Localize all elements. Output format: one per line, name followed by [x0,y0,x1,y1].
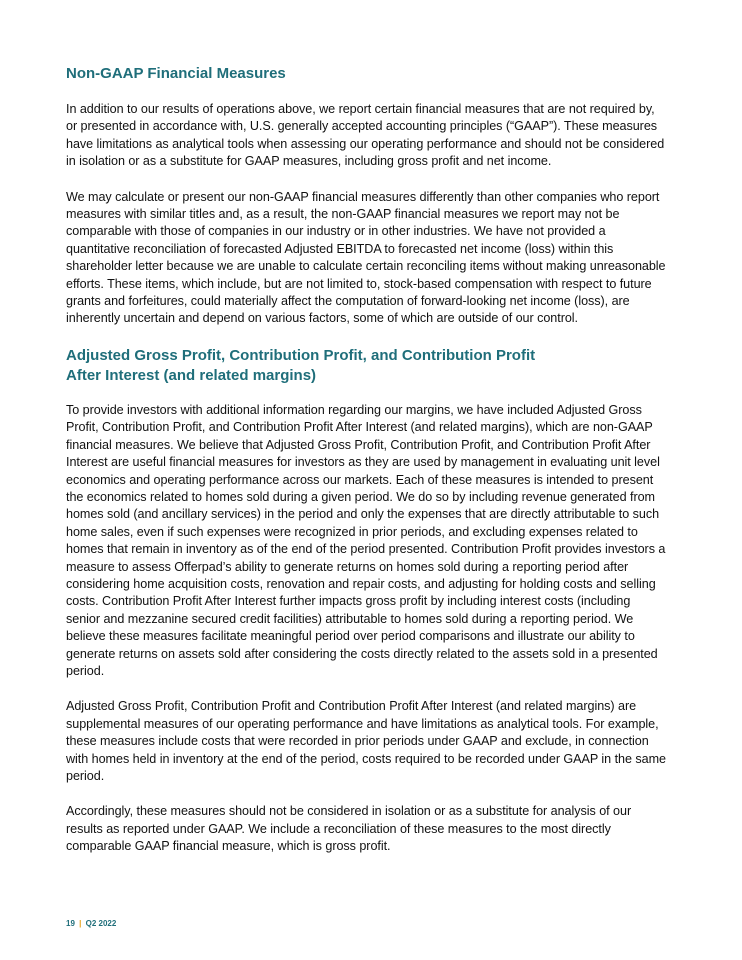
heading-line: Adjusted Gross Profit, Contribution Profit, and Contribution Profit [66,346,536,364]
footer-separator: | [79,919,82,928]
report-period: Q2 2022 [85,919,117,928]
paragraph: Adjusted Gross Profit, Contribution Profit and Contribution Profit After Interest (and related margins) are supplemental measures of our operating performance and have limitations as analytical tools. For example, these measures include costs that were recorded in prior periods under GAAP and exclude, in connection with homes held in inventory at the end of the period, costs required to be recorded under GAAP in the same period. [66,699,666,783]
page-number: 19 [66,919,75,928]
paragraph: Accordingly, these measures should not be considered in isolation or as a substitute for analysis of our results as reported under GAAP. We include a reconciliation of these measures to the most directly comparable GAAP financial measure, which is gross profit. [66,804,632,854]
section-heading-adjusted-gross-profit [66,346,666,386]
page-footer [66,919,116,928]
paragraph: In addition to our results of operations above, we report certain financial measures that are not required by, or presented in accordance with, U.S. generally accepted accounting principles (“GAAP”). These measures have limitations as analytical tools when assessing our operating performance and should not be considered in isolation or as a substitute for GAAP measures, including gross profit and net income. [66,102,665,169]
document-body [66,64,666,856]
paragraph: To provide investors with additional information regarding our margins, we have included Adjusted Gross Profit, Contribution Profit, and Contribution Profit After Interest (and related margins), which are non-GAAP financial measures. We believe that Adjusted Gross Profit, Contribution Profit, and Contribution Profit After Interest are useful financial measures for investors as they are used by management in evaluating unit level economics and operating performance across our markets. Each of these measures is intended to present the economics related to homes sold during a given period. We do so by including revenue generated from homes sold (and ancillary services) in the period and only the expenses that are directly attributable to such home sales, even if such expenses were recognized in prior periods, and excluding expenses related to homes that remain in inventory as of the end of the period presented. Contribution Profit provides investors a measure to assess Offerpad’s ability to generate returns on homes sold during a reporting period after considering home acquisition costs, renovation and repair costs, and adjusting for holding costs and selling costs. Contribution Profit After Interest further impacts gross profit by including interest costs (including senior and mezzanine secured credit facilities) attributable to homes sold during a reporting period. We believe these measures facilitate meaningful period over period comparisons and illustrate our ability to generate returns on assets sold after considering the costs directly related to the assets sold in a presented period. [66,402,666,678]
paragraph: We may calculate or present our non-GAAP financial measures differently than other companies who report measures with similar titles and, as a result, the non-GAAP financial measures we report may not be comparable with those of companies in our industry or in other industries. We have not provided a quantitative reconciliation of forecasted Adjusted EBITDA to forecasted net income (loss) within this shareholder letter because we are unable to calculate certain reconciling items without making unreasonable efforts. These items, which include, but are not limited to, stock-based compensation with respect to future grants and forfeitures, could materially affect the computation of forward-looking net income (loss), are inherently uncertain and depend on various factors, some of which are outside of our control. [66,189,666,326]
heading-line: After Interest (and related margins) [66,366,317,384]
section-heading-non-gaap: Non-GAAP Financial Measures [66,65,286,82]
